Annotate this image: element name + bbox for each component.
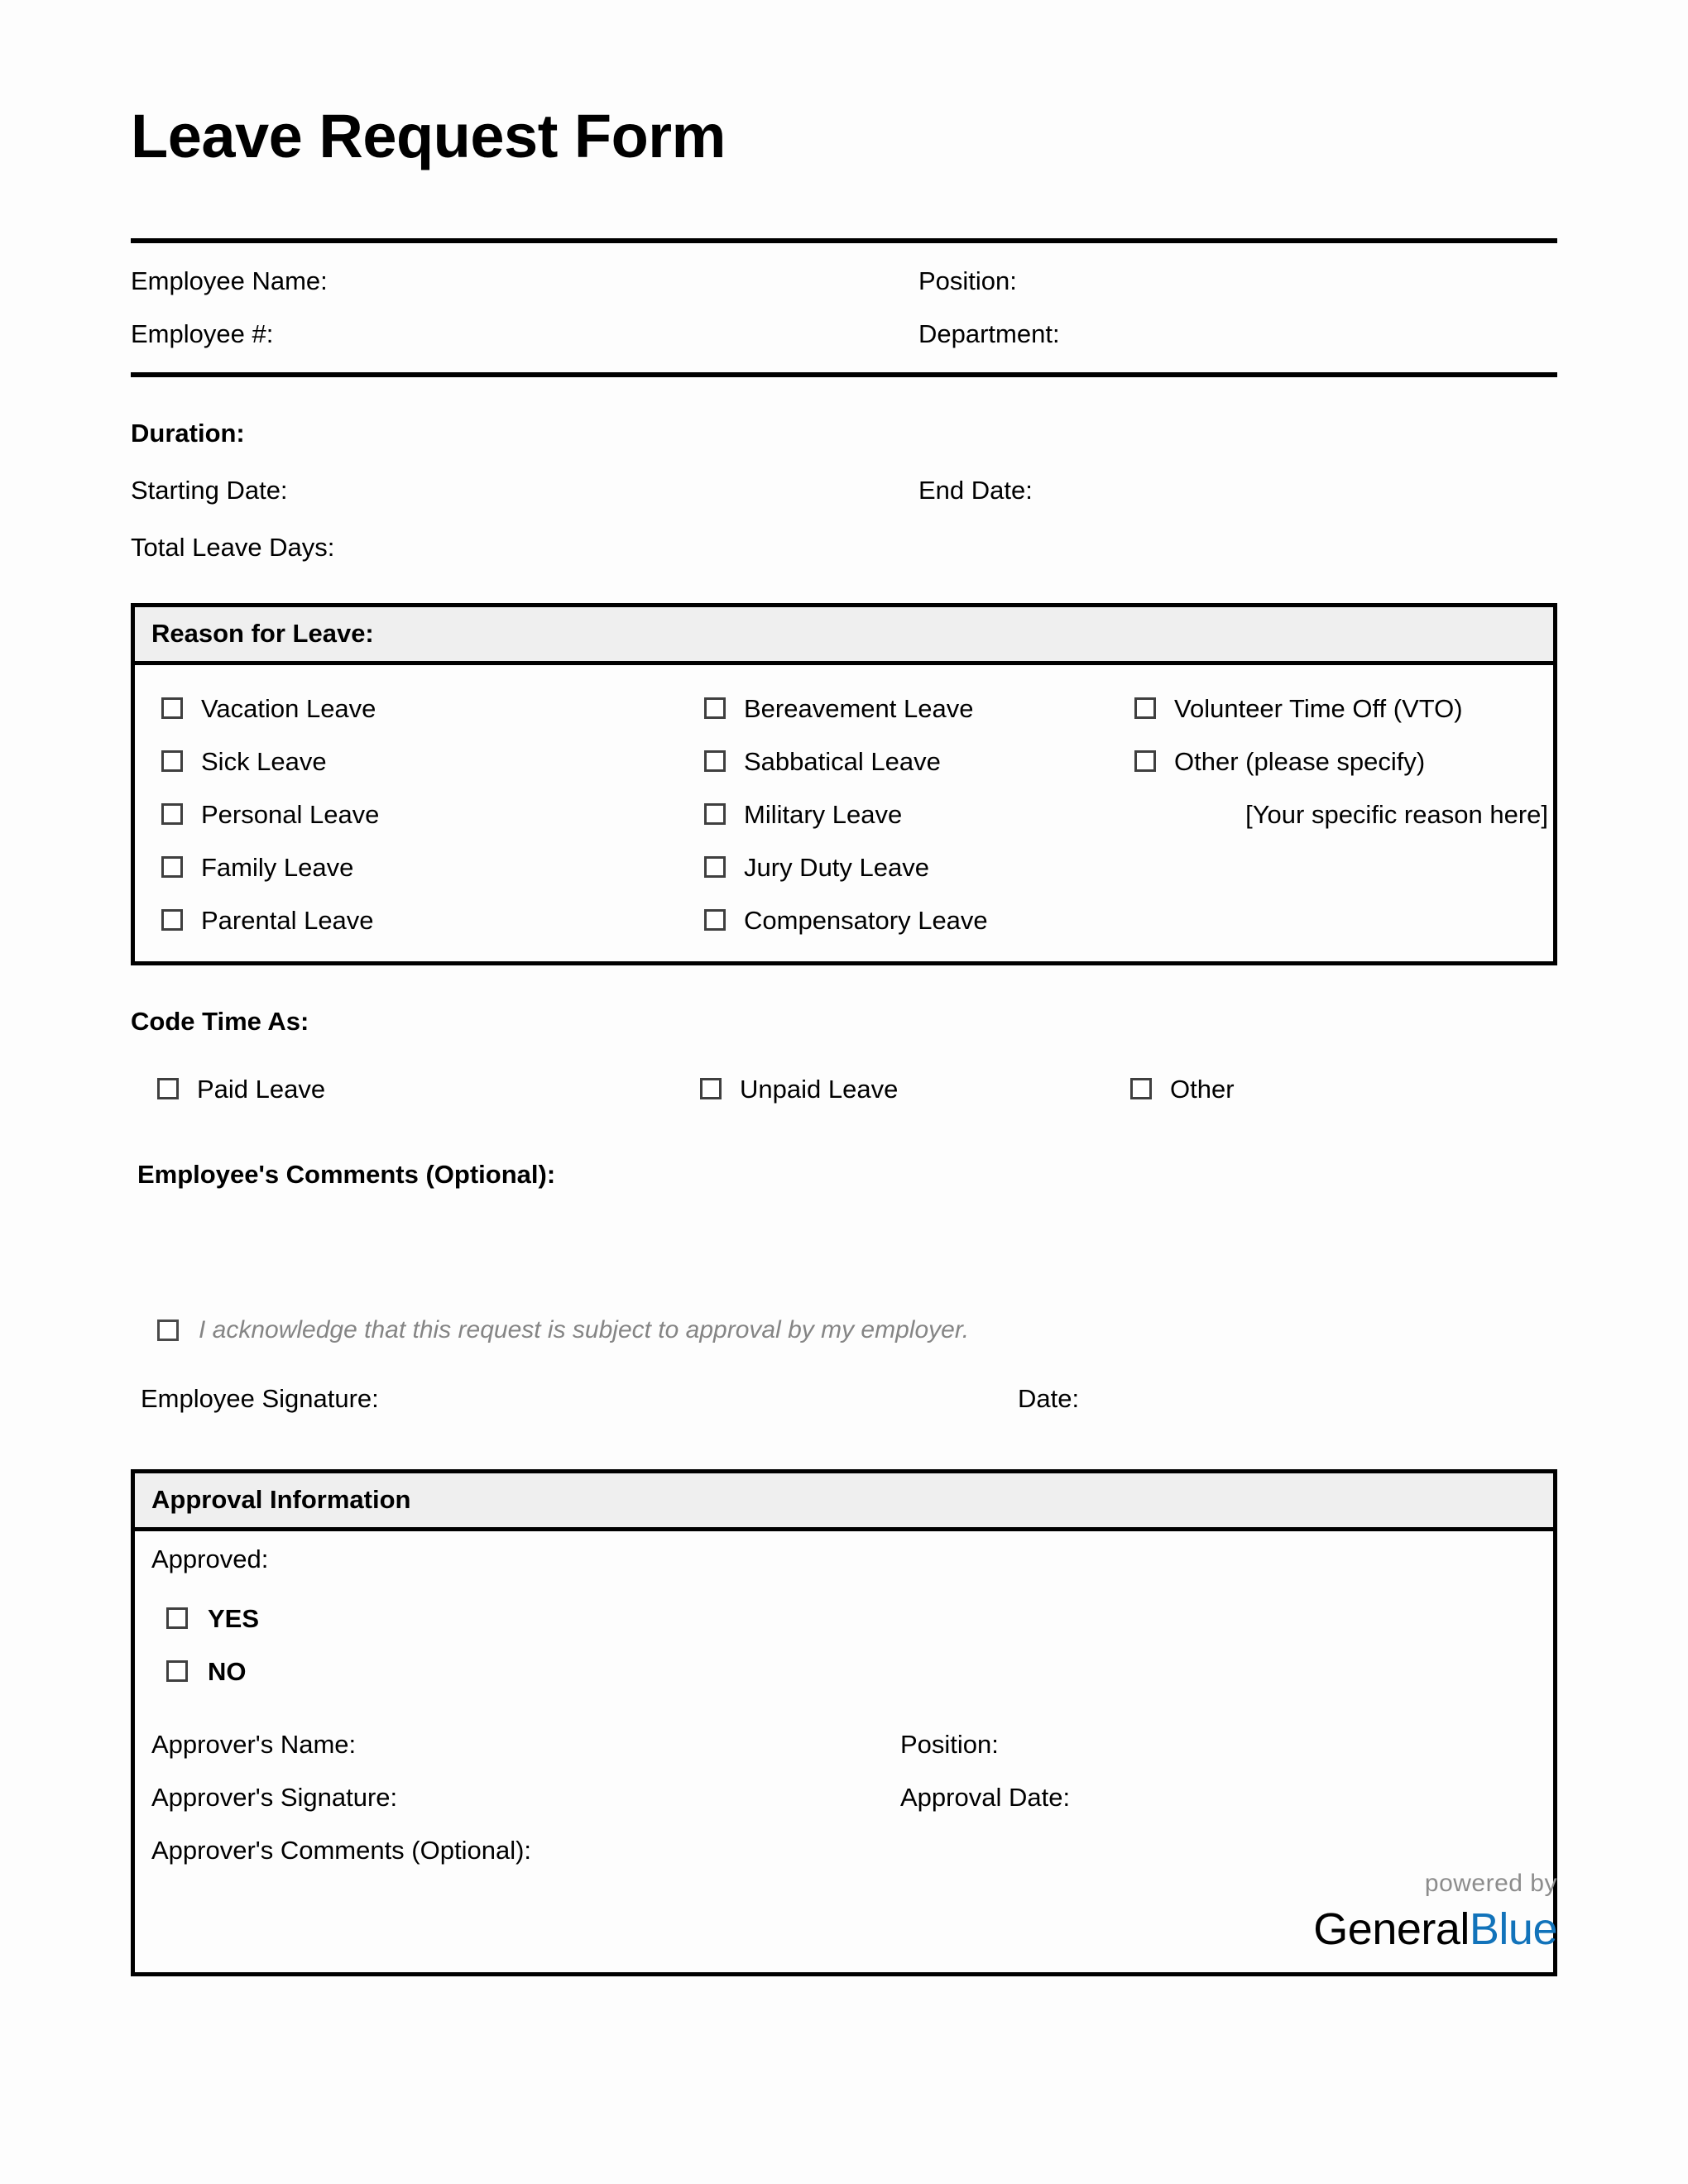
checkbox-icon[interactable] [161,856,183,878]
reason-option-label: Volunteer Time Off (VTO) [1174,693,1463,723]
reason-option-bereavement-leave[interactable] [704,693,1134,723]
reason-specify-placeholder: [Your specific reason here] [1245,799,1548,829]
code-time-option-label: Other [1170,1074,1235,1104]
reason-option-label: Parental Leave [201,905,374,935]
signature-date-label: Date: [1018,1384,1080,1413]
page-title: Leave Request Form [131,102,726,170]
checkbox-icon[interactable] [157,1078,179,1099]
reason-option-label: Jury Duty Leave [744,852,929,882]
employee-identity-table [131,238,1557,377]
reason-option-volunteer-time-off[interactable] [1134,693,1553,723]
approver-name-label: Approver's Name: [151,1729,357,1759]
checkbox-icon[interactable] [161,750,183,772]
checkbox-icon[interactable] [700,1078,722,1099]
position-label: Position: [918,266,1017,295]
approver-name-row [135,1717,1553,1770]
checkbox-icon[interactable] [704,909,726,931]
footer-logo [1210,1871,1557,1953]
checkbox-icon[interactable] [704,697,726,719]
brand-name-first: General [1313,1904,1470,1954]
checkbox-icon[interactable] [166,1607,188,1629]
identity-row-2 [131,308,1557,372]
reason-option-label: Vacation Leave [201,693,376,723]
total-leave-days-label: Total Leave Days: [131,533,335,562]
reason-option-label: Sabbatical Leave [744,746,941,776]
duration-heading: Duration: [131,419,245,448]
brand-name-second: Blue [1469,1904,1557,1954]
checkbox-icon[interactable] [704,803,726,825]
approved-label: Approved: [151,1545,269,1573]
reason-option-other[interactable] [1134,746,1553,776]
approver-position-label: Position: [900,1729,999,1759]
code-time-option-unpaid-leave[interactable] [700,1076,1130,1102]
employee-comments-input[interactable] [131,1187,1557,1311]
acknowledgment-row[interactable] [131,1311,1557,1349]
approver-signature-row [135,1770,1553,1823]
reason-option-vacation-leave[interactable] [135,693,704,723]
reason-option-label: Family Leave [201,852,354,882]
acknowledgment-text: I acknowledge that this request is subject to approval by my employer. [199,1316,970,1343]
checkbox-icon[interactable] [1130,1078,1152,1099]
checkbox-icon[interactable] [157,1320,179,1341]
code-time-options [131,1062,1557,1115]
reason-option-label: Other (please specify) [1174,746,1426,776]
reason-row [135,735,1553,788]
reason-for-leave-heading: Reason for Leave: [135,607,1553,665]
reason-option-sabbatical-leave[interactable] [704,746,1134,776]
reason-option-jury-duty-leave[interactable] [704,852,1134,882]
checkbox-icon[interactable] [1134,697,1156,719]
reason-row [135,841,1553,893]
checkbox-icon[interactable] [161,909,183,931]
form-sheet [131,0,1557,1976]
employee-signature-row [131,1386,1557,1411]
code-time-row [131,1062,1557,1115]
approval-information-heading: Approval Information [135,1473,1553,1531]
reason-option-parental-leave[interactable] [135,905,704,935]
end-date-label: End Date: [918,476,1033,505]
approved-yes-label: YES [208,1603,260,1633]
checkbox-icon[interactable] [161,697,183,719]
code-time-option-label: Unpaid Leave [740,1074,899,1104]
checkbox-icon[interactable] [161,803,183,825]
reason-checkbox-grid [135,665,1553,961]
employee-signature-label: Employee Signature: [141,1384,379,1413]
reason-specify-field[interactable] [1134,799,1553,829]
approved-yes-option[interactable] [135,1592,1553,1645]
reason-row [135,682,1553,735]
code-time-option-label: Paid Leave [197,1074,326,1104]
code-time-option-other[interactable] [1130,1076,1557,1102]
department-label: Department: [918,319,1060,348]
generalblue-logo [1210,1906,1557,1953]
approval-date-label: Approval Date: [900,1782,1071,1812]
checkbox-icon[interactable] [704,750,726,772]
reason-option-label: Compensatory Leave [744,905,988,935]
reason-option-sick-leave[interactable] [135,746,704,776]
reason-option-label: Bereavement Leave [744,693,974,723]
code-time-heading: Code Time As: [131,1007,309,1036]
reason-option-military-leave[interactable] [704,799,1134,829]
reason-option-label: Sick Leave [201,746,327,776]
code-time-option-paid-leave[interactable] [131,1076,700,1102]
employee-number-label: Employee #: [131,319,274,348]
approver-signature-label: Approver's Signature: [151,1782,398,1812]
approver-comments-label: Approver's Comments (Optional): [151,1835,532,1865]
reason-row [135,788,1553,841]
employee-name-label: Employee Name: [131,266,328,295]
reason-option-compensatory-leave[interactable] [704,905,1134,935]
duration-dates-row [131,477,1557,503]
approved-no-option[interactable] [135,1645,1553,1698]
approver-comments-row [135,1823,1553,1876]
reason-for-leave-box [131,603,1557,965]
identity-row-1 [131,243,1557,308]
reason-option-label: Military Leave [744,799,903,829]
approved-no-label: NO [208,1656,247,1686]
reason-row [135,893,1553,946]
checkbox-icon[interactable] [704,856,726,878]
reason-option-family-leave[interactable] [135,852,704,882]
reason-option-label: Personal Leave [201,799,380,829]
checkbox-icon[interactable] [166,1660,188,1682]
starting-date-label: Starting Date: [131,476,288,505]
reason-option-personal-leave[interactable] [135,799,704,829]
employee-comments-heading: Employee's Comments (Optional): [137,1160,556,1189]
powered-by-text: powered by [1424,1870,1557,1897]
checkbox-icon[interactable] [1134,750,1156,772]
